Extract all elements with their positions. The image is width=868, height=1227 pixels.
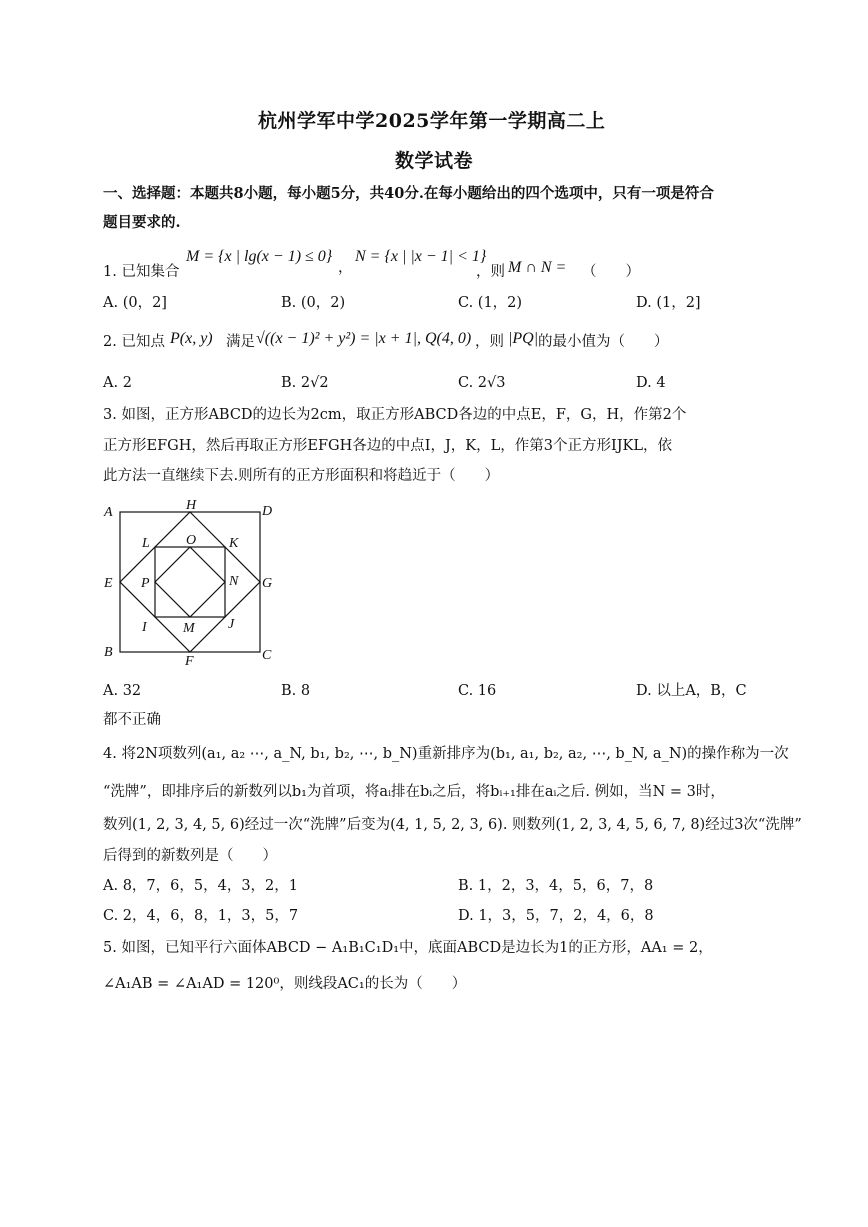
q1-option-b: B. (0，2) <box>281 295 346 311</box>
label-k: K <box>229 536 239 551</box>
q1-expr: M ∩ N = <box>508 259 567 276</box>
q2-ask: 的最小值为（ ） <box>538 334 669 350</box>
section-heading-line2: 题目要求的. <box>103 214 181 231</box>
q4-line3: 数列(1, 2, 3, 4, 5, 6)经过一次“洗牌”后变为(4, 1, 5, 2, 3, 6). 则数列(1, 2, 3, 4, 5, 6, 7, 8)经过3次“洗牌” <box>103 817 802 833</box>
q1-prefix: 1. 已知集合 <box>103 264 180 280</box>
q2-point: P(x, y) <box>170 330 213 347</box>
label-n: N <box>229 574 239 589</box>
q4-line2: “洗牌”，即排序后的新数列以b₁为首项，将aᵢ排在bᵢ之后，将bᵢ₊₁排在aᵢ之后. 例如，当N = 3时， <box>103 784 725 800</box>
q3-option-b: B. 8 <box>281 683 311 699</box>
label-j: J <box>228 617 235 632</box>
q4-option-a: A. 8，7，6，5，4，3，2，1 <box>103 878 298 894</box>
q4-option-c: C. 2，4，6，8，1，3，5，7 <box>103 908 299 924</box>
label-o: O <box>186 533 197 548</box>
q2-prefix: 2. 已知点 <box>103 334 165 350</box>
section-heading-line1: 一、选择题：本题共8小题，每小题5分，共40分.在每小题给出的四个选项中，只有一项是符合 <box>103 185 714 202</box>
label-m: M <box>183 621 195 636</box>
q5-line2: ∠A₁AB = ∠A₁AD = 120⁰，则线段AC₁的长为（ ） <box>103 976 467 992</box>
q2-option-d: D. 4 <box>636 375 666 391</box>
q2-option-c: C. 2√3 <box>458 375 506 391</box>
q4-line4: 后得到的新数列是（ ） <box>103 848 277 864</box>
q2-equation: √((x − 1)² + y²) = |x + 1|, Q(4, 0) <box>256 330 472 347</box>
label-l: L <box>142 536 150 551</box>
label-d: D <box>262 504 273 519</box>
page-title-line1: 杭州学军中学2025学年第一学期高二上 <box>258 110 606 132</box>
square-mnop <box>155 547 225 617</box>
q3-line1: 3. 如图，正方形ABCD的边长为2cm，取正方形ABCD各边的中点E，F，G，H，作第2个 <box>103 407 687 423</box>
page-title-line2: 数学试卷 <box>395 150 474 172</box>
q3-line2: 正方形EFGH，然后再取正方形EFGH各边的中点I，J，K，L，作第3个正方形IJKL，依 <box>103 438 672 454</box>
q5-line1: 5. 如图，已知平行六面体ABCD − A₁B₁C₁D₁中，底面ABCD是边长为1的正方形，AA₁ = 2， <box>103 940 713 956</box>
label-i: I <box>142 620 147 635</box>
q3-option-d: D. 以上A，B，C <box>636 683 747 699</box>
label-c: C <box>262 648 272 663</box>
label-b: B <box>104 645 113 660</box>
q1-comma: ， <box>338 260 353 276</box>
label-a: A <box>104 505 113 520</box>
square-ijkl <box>155 547 225 617</box>
q1-set-m: M = {x | lg(x − 1) ≤ 0} <box>186 248 333 265</box>
q2-option-a: A. 2 <box>103 375 132 391</box>
q1-option-c: C. (1，2) <box>458 295 523 311</box>
q4-option-b: B. 1，2，3，4，5，6，7，8 <box>458 878 654 894</box>
q3-option-d-continued: 都不正确 <box>103 712 161 728</box>
label-e: E <box>104 576 113 591</box>
q2-option-b: B. 2√2 <box>281 375 329 391</box>
q1-then: ，则 <box>476 264 505 280</box>
label-f: F <box>185 654 194 669</box>
label-g: G <box>262 576 273 591</box>
label-h: H <box>186 498 197 513</box>
q1-paren: （ ） <box>582 264 640 280</box>
q3-option-a: A. 32 <box>103 683 142 699</box>
q4-line1: 4. 将2N项数列(a₁, a₂ ⋯, a_N, b₁, b₂, ⋯, b_N)重新排序为(b₁, a₁, b₂, a₂, ⋯, b_N, a_N)的操作称为一次 <box>103 746 789 762</box>
q3-nested-squares-figure <box>100 495 280 670</box>
q3-option-c: C. 16 <box>458 683 497 699</box>
q1-option-a: A. (0，2] <box>103 295 167 311</box>
q1-option-d: D. (1，2] <box>636 295 701 311</box>
q2-pq: |PQ| <box>508 330 539 347</box>
q2-then: ，则 <box>475 334 504 350</box>
q1-set-n: N = {x | |x − 1| < 1} <box>355 248 487 265</box>
label-p: P <box>141 576 150 591</box>
q3-line3: 此方法一直继续下去.则所有的正方形面积和将趋近于（ ） <box>103 468 500 484</box>
q4-option-d: D. 1，3，5，7，2，4，6，8 <box>458 908 654 924</box>
q2-satisfy: 满足 <box>226 334 255 350</box>
